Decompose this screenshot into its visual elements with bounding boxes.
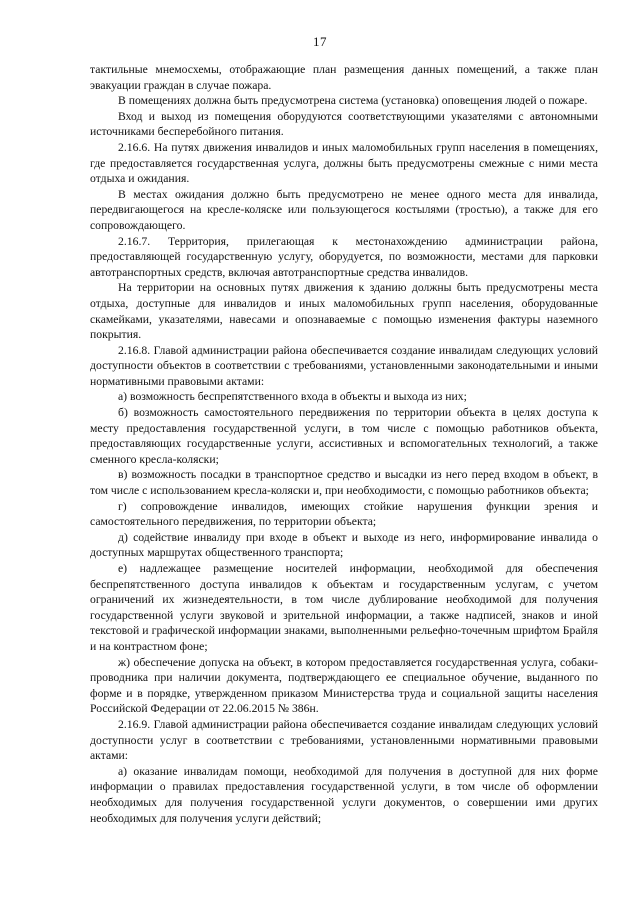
paragraph: 2.16.9. Главой администрации района обеспечивается создание инвалидам следующих условий доступности услуг в соответствии с требованиями, установленными нормативными правовыми актами: (90, 717, 598, 763)
paragraph: В помещениях должна быть предусмотрена система (установка) оповещения людей о пожаре. (118, 94, 588, 108)
paragraph: д) содействие инвалиду при входе в объект и выходе из него, информирование инвалида о доступных маршрутах общественного транспорта; (90, 530, 598, 560)
page-number: 17 (313, 34, 327, 49)
paragraph: г) сопровождение инвалидов, имеющих стойкие нарушения функции зрения и самостоятельного передвижения, по территории объекта; (90, 499, 598, 529)
paragraph: 2.16.7. Территория, прилегающая к местонахождению администрации района, предоставляющей государственную услугу, оборудуется, по возможности, местами для парковки автотранспортных средств, включая автотранспортные средства инвалидов. (90, 234, 598, 279)
paragraph: в) возможность посадки в транспортное средство и высадки из него перед входом в объект, в том числе с использованием кресла-коляски и, при необходимости, с помощью работников объекта; (90, 468, 598, 498)
paragraph: а) возможность беспрепятственного входа в объекты и выхода из них; (118, 390, 467, 404)
paragraph: На территории на основных путях движения к зданию должны быть предусмотрены места отдыха, доступные для инвалидов и иных маломобильных групп населения, оборудованные скамейками, указателями, навесами и опознаваемые с помощью изменения фактуры наземного покрытия. (90, 281, 598, 342)
paragraph: тактильные мнемосхемы, отображающие план размещения данных помещений, а также план эвакуации граждан в случае пожара. (90, 63, 598, 92)
paragraph: 2.16.6. На путях движения инвалидов и иных маломобильных групп населения в помещениях, где предоставляется государственная услуга, должны быть предусмотрены смежные с ними места отдыха и ожидания. (90, 140, 598, 186)
paragraph: а) оказание инвалидам помощи, необходимой для получения в доступной для них форме информации о правилах предоставления государственной услуги, в том числе об оформлении необходимых для получения государственной услуги документов, о совершении ими других необходимых для получения услуги действий; (90, 764, 598, 825)
document-body (90, 62, 598, 826)
paragraph: е) надлежащее размещение носителей информации, необходимой для обеспечения беспрепятственного доступа инвалидов к объектам и государственным услугам, с учетом ограничений их жизнедеятельности, в том числе дублирование необходимой для получения государственной услуги звуковой и зрительной информации, а также надписей, знаков и иной текстовой и графической информации знаками, выполненными рельефно-точечным шрифтом Брайля и на контрастном фоне; (90, 562, 598, 653)
paragraph: б) возможность самостоятельного передвижения по территории объекта в целях доступа к месту предоставления государственной услуги, в том числе с помощью работников объекта, предоставляющих государственные услуги, ассистивных и вспомогательных технологий, а также сменного кресла-коляски; (90, 406, 598, 466)
paragraph: Вход и выход из помещения оборудуются соответствующими указателями с автономными источниками бесперебойного питания. (90, 109, 598, 139)
paragraph: ж) обеспечение допуска на объект, в котором предоставляется государственная услуга, собаки-проводника при наличии документа, подтверждающего ее специальное обучение, выданного по форме и в порядке, утвержденном приказом Министерства труда и социальной защиты населения Российской Федерации от 22.06.2015 № 386н. (90, 655, 598, 716)
paragraph: 2.16.8. Главой администрации района обеспечивается создание инвалидам следующих условий доступности объектов в соответствии с требованиями, установленными законодательными и иными нормативными правовыми актами: (90, 343, 598, 388)
paragraph: В местах ожидания должно быть предусмотрено не менее одного места для инвалида, передвигающегося на кресле-коляске или пользующегося костылями (тростью), а также для его сопровождающего. (90, 187, 598, 232)
